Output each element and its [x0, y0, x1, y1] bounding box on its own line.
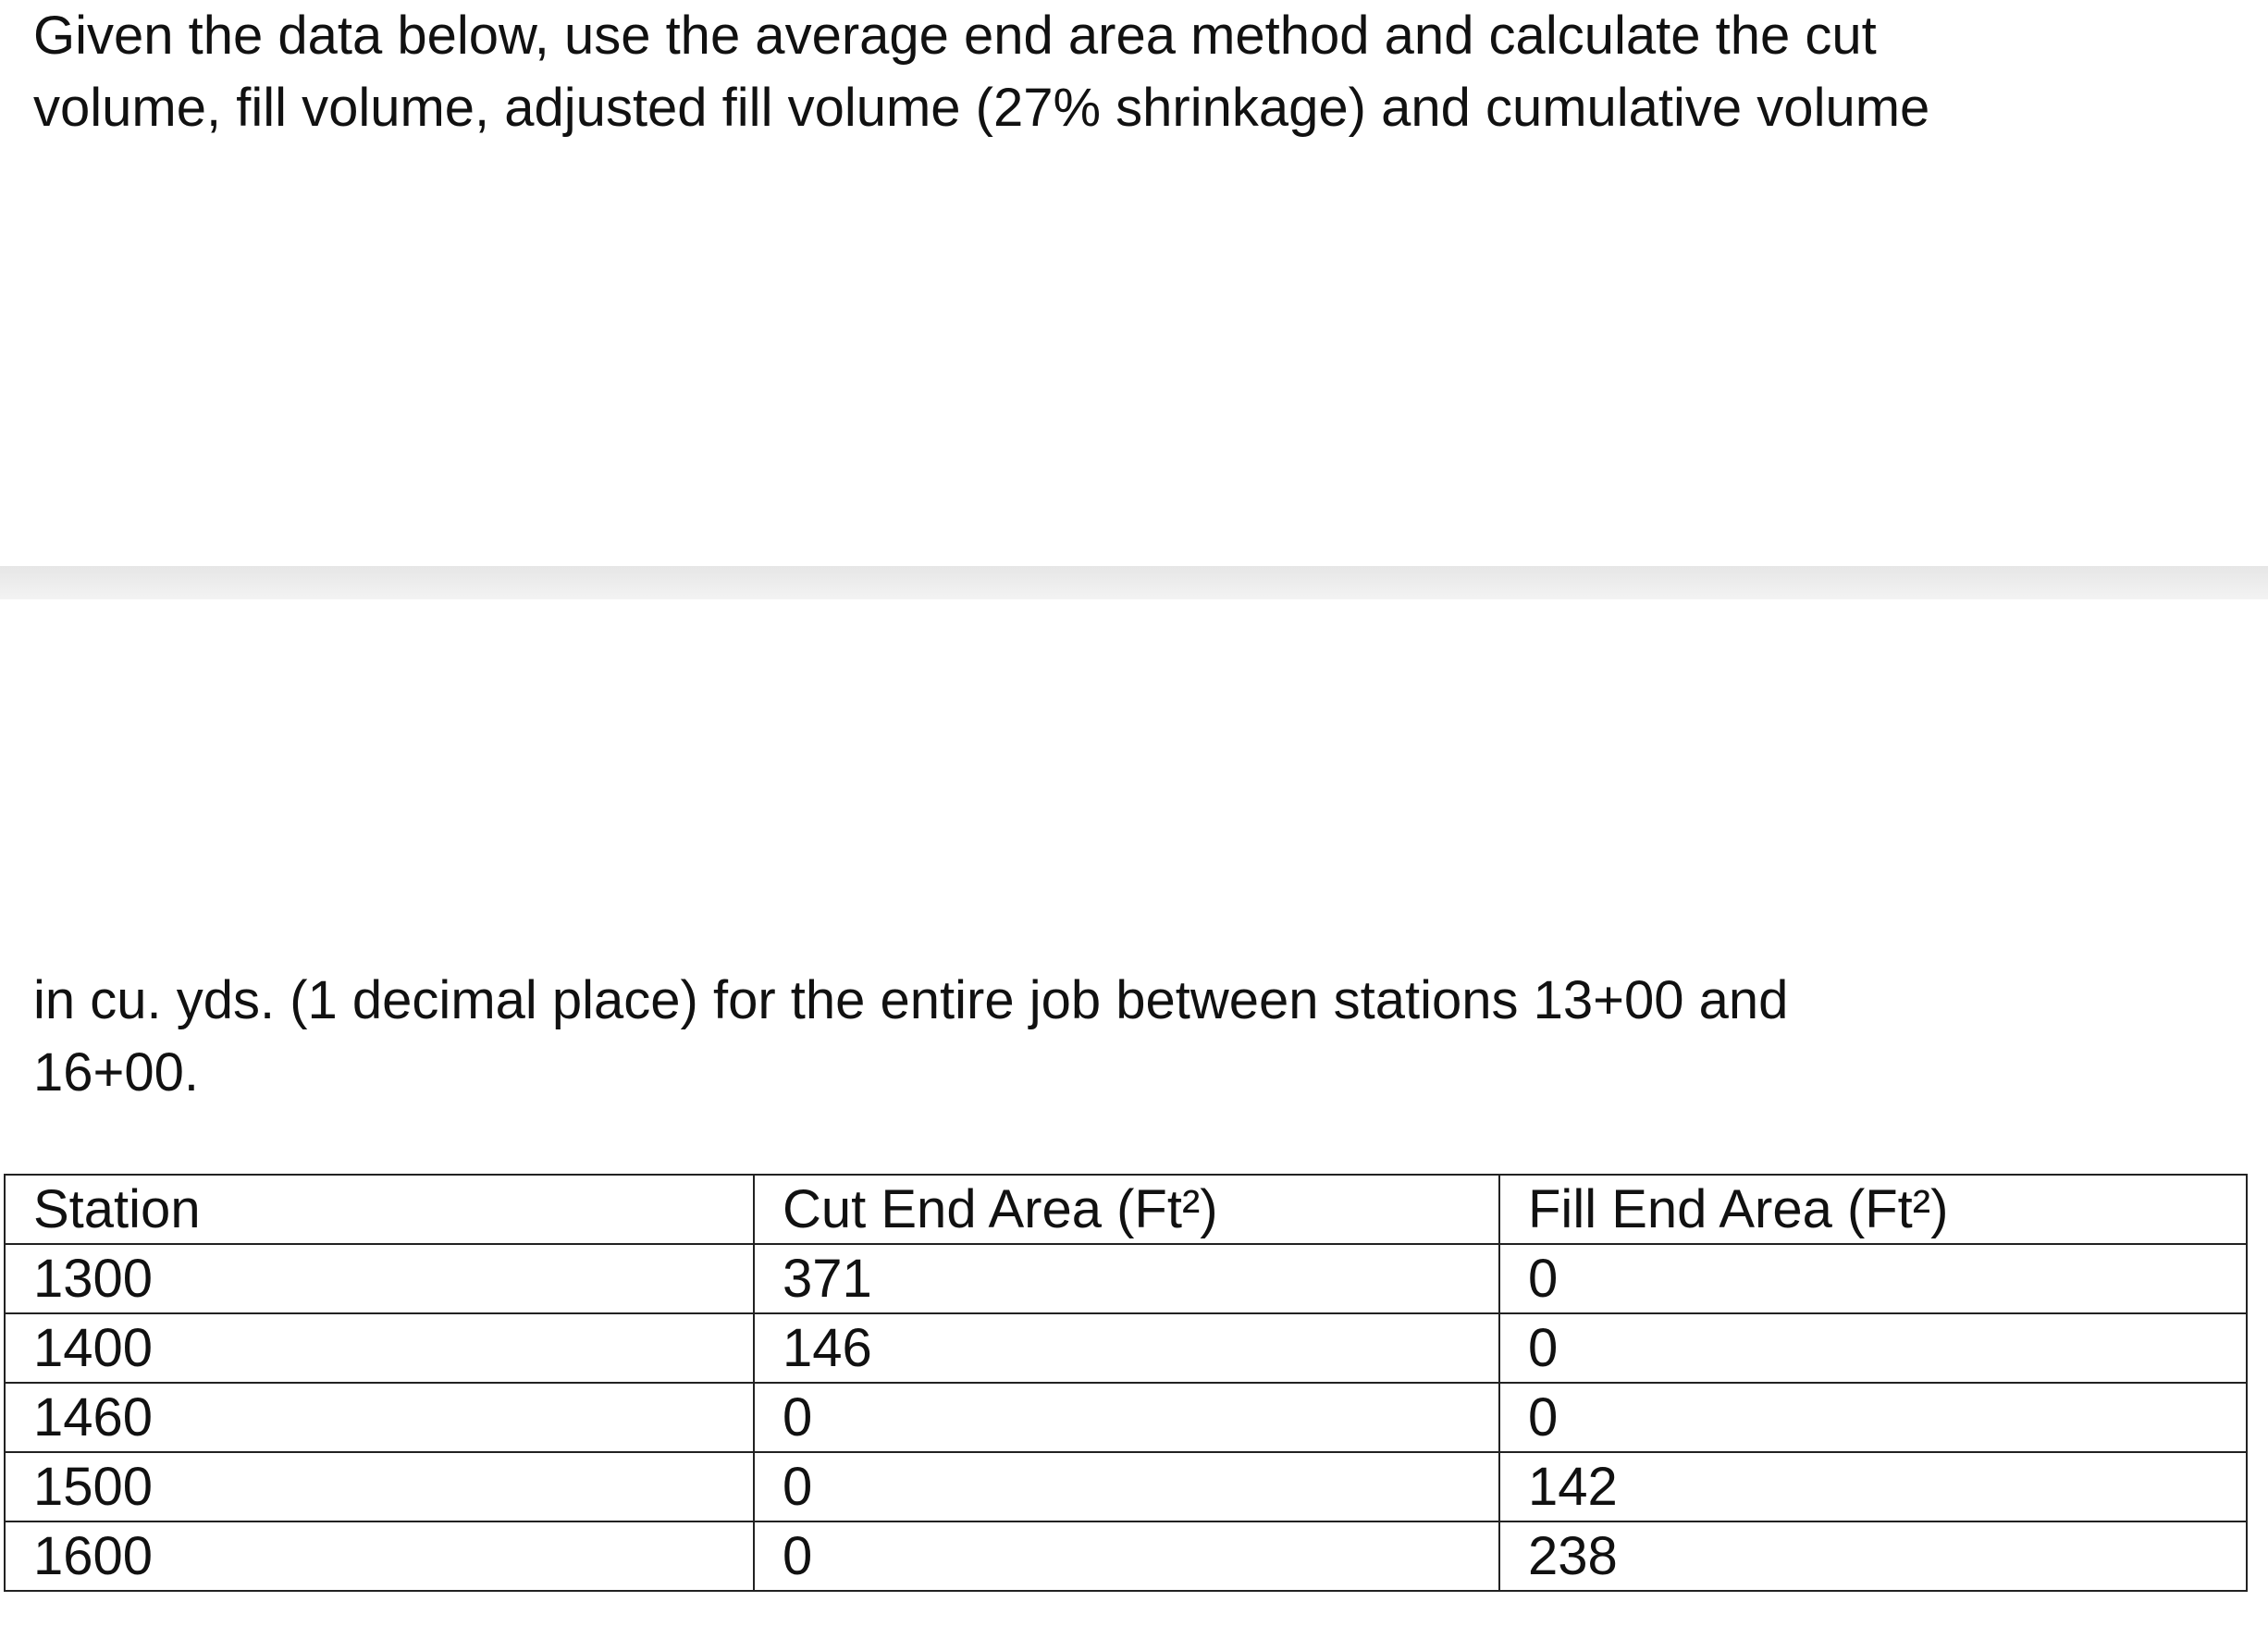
table-row	[5, 1452, 2247, 1521]
cut-area-cell: 0	[754, 1383, 1499, 1452]
station-cell: 1600	[5, 1521, 754, 1591]
table-row	[5, 1313, 2247, 1383]
fill-area-cell: 238	[1499, 1521, 2247, 1591]
fill-area-cell: 0	[1499, 1313, 2247, 1383]
table-row	[5, 1521, 2247, 1591]
table-row	[5, 1383, 2247, 1452]
question-continuation	[33, 965, 1788, 1109]
table-row	[5, 1244, 2247, 1313]
table-header-row	[5, 1175, 2247, 1244]
station-cell: 1300	[5, 1244, 754, 1313]
station-cell: 1500	[5, 1452, 754, 1521]
fill-area-cell: 142	[1499, 1452, 2247, 1521]
question-line: Given the data below, use the average end area method and calculate the cut	[33, 6, 1877, 66]
fill-area-cell: 0	[1499, 1244, 2247, 1313]
header-station: Station	[5, 1175, 754, 1244]
cut-area-cell: 371	[754, 1244, 1499, 1313]
end-area-table	[4, 1174, 2248, 1592]
header-fill-end-area: Fill End Area (Ft²)	[1499, 1175, 2247, 1244]
station-cell: 1400	[5, 1313, 754, 1383]
cut-area-cell: 146	[754, 1313, 1499, 1383]
station-cell: 1460	[5, 1383, 754, 1452]
section-divider	[0, 566, 2268, 599]
cut-area-cell: 0	[754, 1521, 1499, 1591]
question-line: 16+00.	[33, 1042, 200, 1102]
question-line: volume, fill volume, adjusted fill volume (27% shrinkage) and cumulative volume	[33, 78, 1930, 138]
cut-area-cell: 0	[754, 1452, 1499, 1521]
header-cut-end-area: Cut End Area (Ft²)	[754, 1175, 1499, 1244]
question-line: in cu. yds. (1 decimal place) for the entire job between stations 13+00 and	[33, 970, 1789, 1030]
question-intro	[33, 0, 1929, 144]
fill-area-cell: 0	[1499, 1383, 2247, 1452]
